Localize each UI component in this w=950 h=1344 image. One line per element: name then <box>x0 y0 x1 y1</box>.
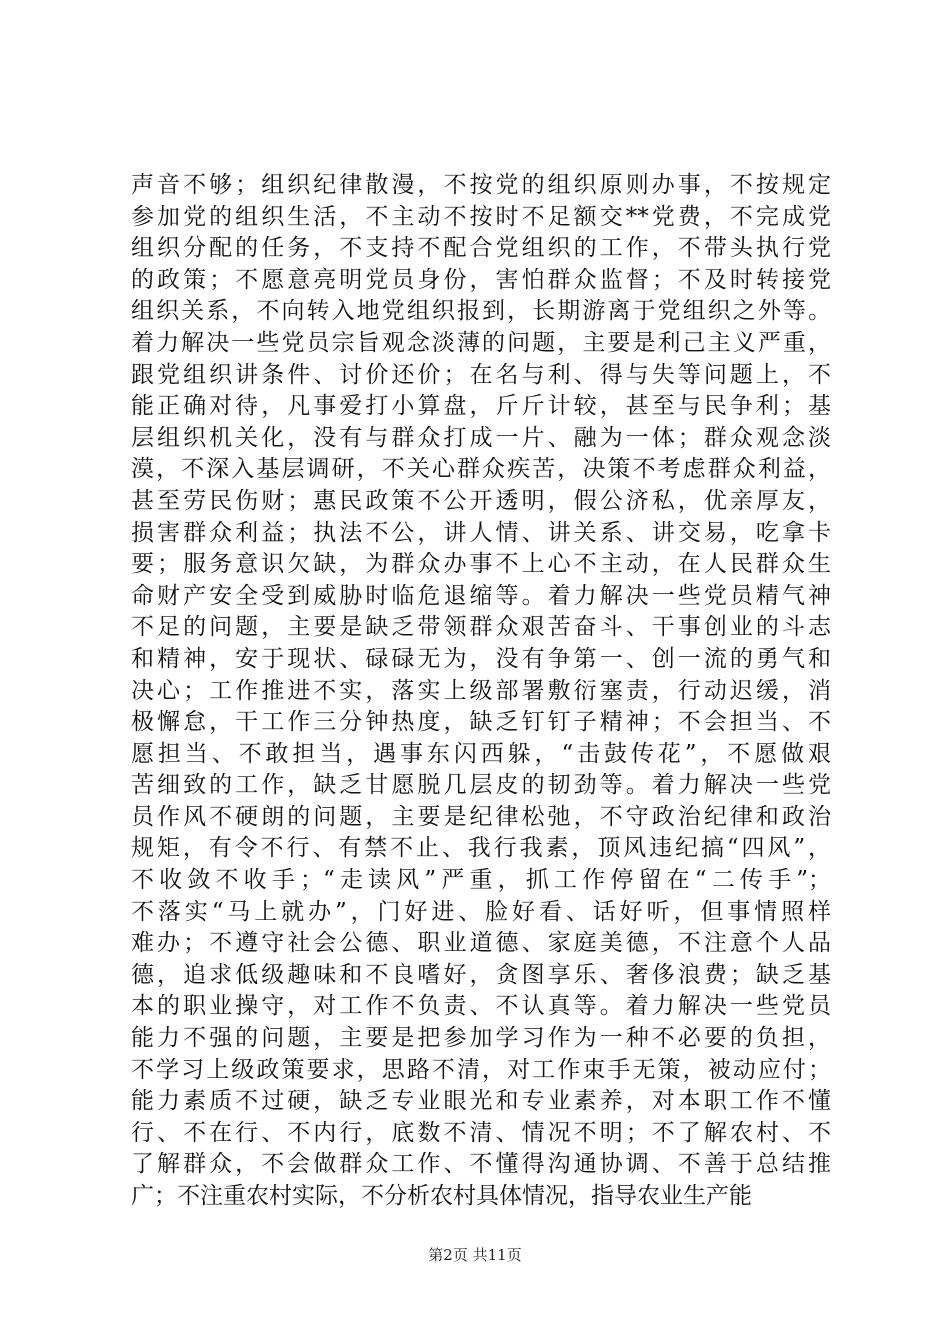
text-line: 了解群众，不会做群众工作、不懂得沟通协调、不善于总结推 <box>131 1151 831 1178</box>
text-line: 能力不强的问题，主要是把参加学习作为一种不必要的负担， <box>131 1025 831 1052</box>
text-line: 的政策；不愿意亮明党员身份，害怕群众监督；不及时转接党 <box>131 266 831 293</box>
text-line: 本的职业操守，对工作不负责、不认真等。着力解决一些党员 <box>131 993 831 1020</box>
text-line: 组织关系，不向转入地党组织报到，长期游离于党组织之外等。 <box>131 298 831 325</box>
text-line: 行、不在行、不内行，底数不清、情况不明；不了解农村、不 <box>131 1119 831 1146</box>
text-line: 愿担当、不敢担当，遇事东闪西躲，“击鼓传花”，不愿做艰 <box>131 740 831 767</box>
text-line: 声音不够；组织纪律散漫，不按党的组织原则办事，不按规定 <box>131 172 831 198</box>
text-line: 参加党的组织生活，不主动不按时不足额交**党费，不完成党 <box>131 203 831 230</box>
text-line: 跟党组织讲条件、讨价还价；在名与利、得与失等问题上，不 <box>131 361 831 388</box>
body-text <box>131 170 831 1213</box>
text-line: 能正确对待，凡事爱打小算盘，斤斤计较，甚至与民争利；基 <box>131 393 831 420</box>
text-line: 能力素质不过硬，缺乏专业眼光和专业素养，对本职工作不懂 <box>131 1088 831 1115</box>
text-line: 命财产安全受到威胁时临危退缩等。着力解决一些党员精气神 <box>131 582 831 609</box>
text-line: 德，追求低级趣味和不良嗜好，贪图享乐、奢侈浪费；缺乏基 <box>131 961 831 988</box>
text-line: 员作风不硬朗的问题，主要是纪律松弛，不守政治纪律和政治 <box>131 803 831 830</box>
text-line: 漠，不深入基层调研，不关心群众疾苦，决策不考虑群众利益， <box>131 456 831 483</box>
text-line: 不学习上级政策要求，思路不清，对工作束手无策，被动应付； <box>131 1056 831 1083</box>
page-footer: 第2页 共11页 <box>428 1246 522 1264</box>
text-line: 组织分配的任务，不支持不配合党组织的工作，不带头执行党 <box>131 235 831 262</box>
text-line: 不收敛不收手；“走读风”严重，抓工作停留在“二传手”； <box>131 867 831 894</box>
text-line: 损害群众利益；执法不公，讲人情、讲关系、讲交易，吃拿卡 <box>131 519 831 546</box>
text-line: 规矩，有令不行、有禁不止、我行我素，顶风违纪搞“四风”， <box>131 835 831 862</box>
text-line: 极懈怠，干工作三分钟热度，缺乏钉钉子精神；不会担当、不 <box>131 709 831 736</box>
text-line: 甚至劳民伤财；惠民政策不公开透明，假公济私，优亲厚友， <box>131 487 831 514</box>
text-line: 着力解决一些党员宗旨观念淡薄的问题，主要是利己主义严重， <box>131 329 831 356</box>
text-line: 广；不注重农村实际，不分析农村具体情况，指导农业生产能 <box>131 1183 752 1209</box>
text-line: 苦细致的工作，缺乏甘愿脱几层皮的韧劲等。着力解决一些党 <box>131 772 831 799</box>
text-line: 难办；不遵守社会公德、职业道德、家庭美德，不注意个人品 <box>131 930 831 957</box>
text-line: 层组织机关化，没有与群众打成一片、融为一体；群众观念淡 <box>131 424 831 451</box>
text-line: 不落实“马上就办”，门好进、脸好看、话好听，但事情照样 <box>131 898 831 925</box>
text-line: 要；服务意识欠缺，为群众办事不上心不主动，在人民群众生 <box>131 551 831 578</box>
text-line: 不足的问题，主要是缺乏带领群众艰苦奋斗、干事创业的斗志 <box>131 614 831 641</box>
text-line: 和精神，安于现状、碌碌无为，没有争第一、创一流的勇气和 <box>131 645 831 672</box>
text-line: 决心；工作推进不实，落实上级部署敷衍塞责，行动迟缓，消 <box>131 677 831 704</box>
